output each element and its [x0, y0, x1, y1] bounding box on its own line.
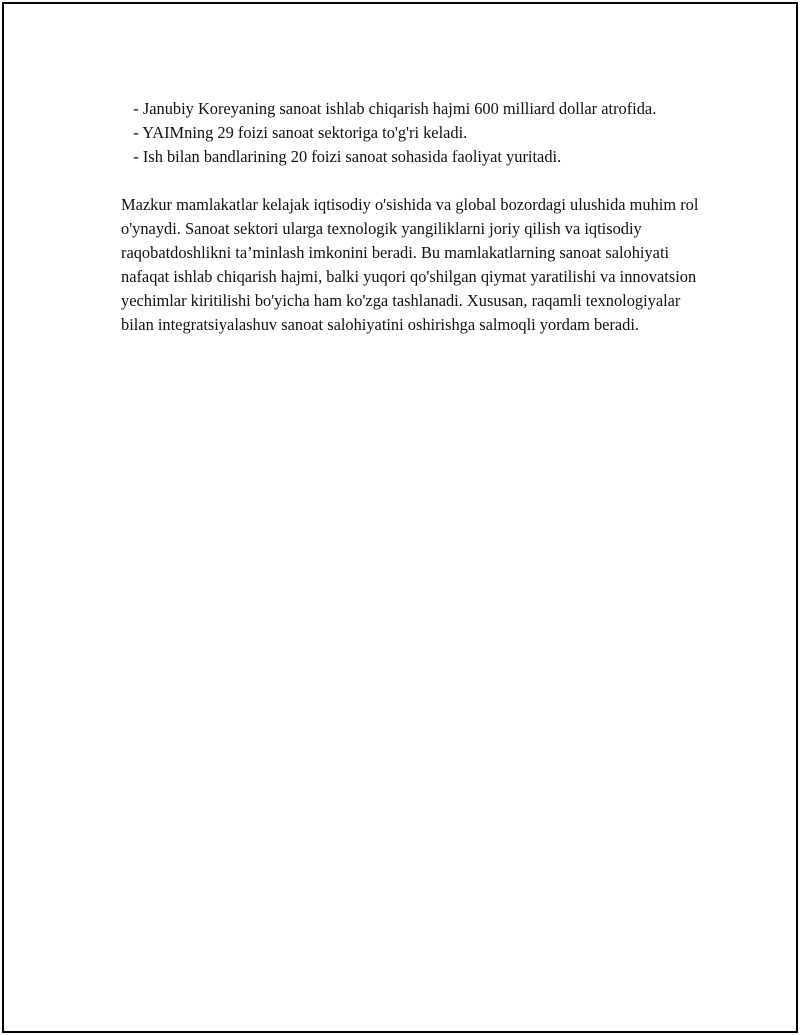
bullet-item: - Ish bilan bandlarining 20 foizi sanoat sohasida faoliyat yuritadi.: [121, 147, 562, 166]
bullet-item: - Janubiy Koreyaning sanoat ishlab chiqarish hajmi 600 milliard dollar atrofida.: [121, 99, 657, 118]
body-paragraph: Mazkur mamlakatlar kelajak iqtisodiy o'sishida va global bozordagi ulushida muhim rol o'ynaydi. Sanoat sektori ularga texnologik yangiliklarni joriy qilish va iqtisodiy raqobatdoshlikni ta’minlash imkonini beradi. Bu mamlakatlarning sanoat salohiyati nafaqat ishlab chiqarish hajmi, balki yuqori qo'shilgan qiymat yaratilishi va innovatsion yechimlar kiritilishi bo'yicha ham ko'zga tashlanadi. Xususan, raqamli texnologiyalar bilan integratsiyalashuv sanoat salohiyatini oshirishga salmoqli yordam beradi.: [121, 195, 699, 334]
document-body: [121, 97, 701, 337]
page-frame: [2, 2, 798, 1033]
bullet-item: - YAIMning 29 foizi sanoat sektoriga to'g'ri keladi.: [121, 123, 468, 142]
bullet-list: [121, 97, 701, 169]
